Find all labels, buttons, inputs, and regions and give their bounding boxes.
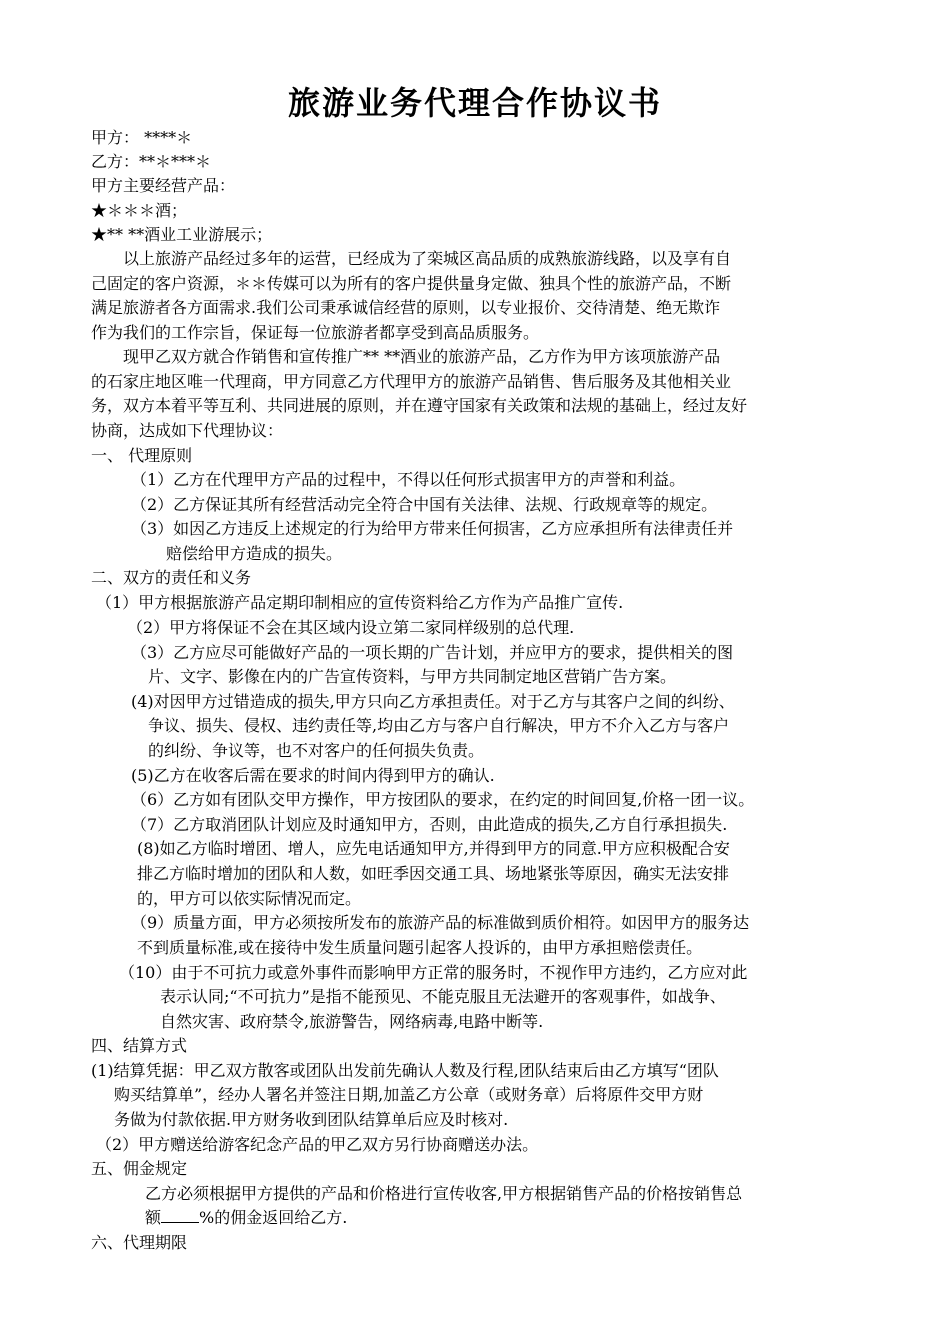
clause-line: 排乙方临时增加的团队和人数，如旺季因交通工具、场地紧张等原因，确实无法安排 <box>137 864 730 883</box>
section-heading: 二、双方的责任和义务 <box>91 568 252 587</box>
products-heading: 甲方主要经营产品： <box>91 176 236 195</box>
commission-suffix: %的佣金返回给乙方. <box>199 1208 348 1227</box>
document-title: 旅游业务代理合作协议书 <box>287 84 662 122</box>
clause-line: (8)如乙方临时增团、增人，应先电话通知甲方,并得到甲方的同意.甲方应积极配合安 <box>137 839 730 858</box>
clause-line: （2）乙方保证其所有经营活动完全符合中国有关法律、法规、行政规章等的规定。 <box>131 495 718 514</box>
paragraph-line: 现甲乙双方就合作销售和宣传推广** **酒业的旅游产品，乙方作为甲方该项旅游产品 <box>123 347 721 366</box>
clause-line: （1）甲方根据旅游产品定期印制相应的宣传资料给乙方作为产品推广宣传. <box>96 593 624 612</box>
party-a-line: 甲方： ****＊ <box>91 128 193 147</box>
product-item: ★＊＊＊酒； <box>91 201 188 220</box>
clause-line: 乙方必须根据甲方提供的产品和价格进行宣传收客,甲方根据销售产品的价格按销售总 <box>145 1184 743 1203</box>
clause-line: （6）乙方如有团队交甲方操作，甲方按团队的要求，在约定的时间回复,价格一团一议。 <box>131 790 755 809</box>
commission-blank[interactable] <box>161 1208 199 1223</box>
clause-line: （9）质量方面，甲方必须按所发布的旅游产品的标准做到质价相符。如因甲方的服务达 <box>131 913 750 932</box>
clause-line: 的纠纷、争议等，也不对客户的任何损失负责。 <box>148 741 485 760</box>
section-heading: 五、佣金规定 <box>91 1159 188 1178</box>
clause-line: (5)乙方在收客后需在要求的时间内得到甲方的确认. <box>131 766 495 785</box>
paragraph-line: 务，双方本着平等互利、共同进展的原则，并在遵守国家有关政策和法规的基础上，经过友好 <box>91 396 748 415</box>
clause-line: 自然灾害、政府禁令,旅游警告，网络病毒,电路中断等. <box>160 1012 544 1031</box>
clause-line: (1)结算凭据：甲乙双方散客或团队出发前先确认人数及行程,团队结束后由乙方填写“团队 <box>91 1061 719 1080</box>
clause-line: （7）乙方取消团队计划应及时通知甲方，否则，由此造成的损失,乙方自行承担损失. <box>131 815 728 834</box>
commission-line <box>145 1207 347 1229</box>
clause-line: 不到质量标准,或在接待中发生质量问题引起客人投诉的，由甲方承担赔偿责任。 <box>137 938 703 957</box>
product-item: ★** **酒业工业游展示； <box>91 225 273 244</box>
clause-line: （1）乙方在代理甲方产品的过程中，不得以任何形式损害甲方的声誉和利益。 <box>131 470 686 489</box>
section-heading: 一、 代理原则 <box>91 446 193 465</box>
clause-line: 表示认同;“不可抗力”是指不能预见、不能克服且无法避开的客观事件，如战争、 <box>160 987 726 1006</box>
clause-line: 争议、损失、侵权、违约责任等,均由乙方与客户自行解决，甲方不介入乙方与客户 <box>148 716 730 735</box>
clause-line: （2）甲方将保证不会在其区域内设立第二家同样级别的总代理. <box>127 618 575 637</box>
clause-line: 赔偿给甲方造成的损失。 <box>166 544 343 563</box>
commission-prefix: 额 <box>145 1208 162 1227</box>
clause-line: （3）如因乙方违反上述规定的行为给甲方带来任何损害，乙方应承担所有法律责任并 <box>131 519 734 538</box>
paragraph-line: 满足旅游者各方面需求.我们公司秉承诚信经营的原则，以专业报价、交待清楚、绝无欺诈 <box>91 298 721 317</box>
paragraph-line: 以上旅游产品经过多年的运营，已经成为了栾城区高品质的成熟旅游线路，以及享有自 <box>123 249 732 268</box>
paragraph-line: 作为我们的工作宗旨，保证每一位旅游者都享受到高品质服务。 <box>91 323 540 342</box>
clause-line: (4)对因甲方过错造成的损失,甲方只向乙方承担责任。对于乙方与其客户之间的纠纷、 <box>131 692 735 711</box>
section-heading: 六、代理期限 <box>91 1233 188 1252</box>
clause-line: （3）乙方应尽可能做好产品的一项长期的广告计划，并应甲方的要求，提供相关的图 <box>131 643 734 662</box>
clause-line: 务做为付款依据.甲方财务收到团队结算单后应及时核对. <box>114 1110 509 1129</box>
clause-line: 购买结算单”，经办人署名并签注日期,加盖乙方公章（或财务章）后将原件交甲方财 <box>114 1085 704 1104</box>
clause-line: （2）甲方赠送给游客纪念产品的甲乙双方另行协商赠送办法。 <box>96 1135 539 1154</box>
party-b-line: 乙方：**＊***＊ <box>91 152 212 171</box>
paragraph-line: 协商，达成如下代理协议： <box>91 421 284 440</box>
paragraph-line: 己固定的客户资源，＊＊传媒可以为所有的客户提供量身定做、独具个性的旅游产品，不断 <box>91 274 732 293</box>
clause-line: 的，甲方可以依实际情况而定。 <box>137 889 362 908</box>
paragraph-line: 的石家庄地区唯一代理商，甲方同意乙方代理甲方的旅游产品销售、售后服务及其他相关业 <box>91 372 732 391</box>
clause-line: 片、文字、影像在内的广告宣传资料，与甲方共同制定地区营销广告方案。 <box>148 667 677 686</box>
section-heading: 四、结算方式 <box>91 1036 188 1055</box>
clause-line: （10）由于不可抗力或意外事件而影响甲方正常的服务时，不视作甲方违约，乙方应对此 <box>119 963 748 982</box>
